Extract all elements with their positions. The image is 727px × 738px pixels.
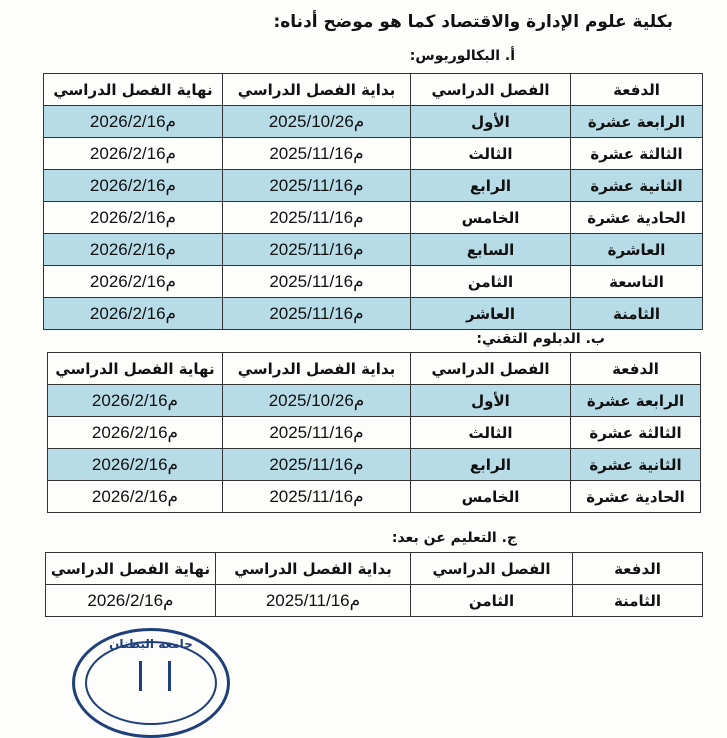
header-semester: الفصل الدراسي (411, 553, 573, 585)
cell-start: 2025/10/26م (223, 385, 411, 417)
cell-start: 2025/10/26م (223, 106, 411, 138)
seal-text: جامعة البطنان (109, 637, 193, 651)
table-row (44, 234, 703, 266)
cell-semester: الثالث (411, 417, 571, 449)
table-row (44, 170, 703, 202)
section-label-bachelor: أ. البكالوريوس: (409, 48, 515, 64)
cell-cohort: التاسعة (571, 266, 703, 298)
cell-start: 2025/11/16م (223, 266, 411, 298)
cell-end: 2026/2/16م (44, 138, 223, 170)
cell-start: 2025/11/16م (223, 170, 411, 202)
cell-semester: الرابع (411, 170, 571, 202)
cell-semester: الثالث (411, 138, 571, 170)
section-label-distance-learning: ج. التعليم عن بعد: (391, 530, 517, 546)
cell-cohort: الثامنة (573, 585, 703, 617)
table-row (48, 481, 701, 513)
table-header-row (44, 74, 703, 106)
cell-cohort: الثالثة عشرة (571, 417, 701, 449)
cell-semester: الثامن (411, 585, 573, 617)
header-cohort: الدفعة (573, 553, 703, 585)
cell-cohort: الثالثة عشرة (571, 138, 703, 170)
cell-cohort: الحادية عشرة (571, 481, 701, 513)
table-row (44, 202, 703, 234)
cell-semester: السابع (411, 234, 571, 266)
cell-end: 2026/2/16م (48, 385, 223, 417)
distance-learning-schedule-table (45, 552, 703, 617)
cell-start: 2025/11/16م (223, 298, 411, 330)
header-start: بداية الفصل الدراسي (223, 353, 411, 385)
cell-end: 2026/2/16م (44, 170, 223, 202)
section-label-technical-diploma: ب. الدبلوم التقني: (476, 331, 605, 347)
cell-cohort: الرابعة عشرة (571, 385, 701, 417)
cell-semester: الأول (411, 385, 571, 417)
cell-end: 2026/2/16م (44, 234, 223, 266)
cell-semester: الخامس (411, 481, 571, 513)
cell-start: 2025/11/16م (223, 202, 411, 234)
intro-text: بكلية علوم الإدارة والاقتصاد كما هو موضح أدناه: (273, 12, 673, 32)
cell-start: 2025/11/16م (223, 234, 411, 266)
table-row (46, 585, 703, 617)
table-row (48, 417, 701, 449)
cell-end: 2026/2/16م (44, 106, 223, 138)
table-header-row (46, 553, 703, 585)
cell-semester: الأول (411, 106, 571, 138)
cell-cohort: الحادية عشرة (571, 202, 703, 234)
cell-start: 2025/11/16م (223, 417, 411, 449)
header-cohort: الدفعة (571, 74, 703, 106)
header-end: نهاية الفصل الدراسي (44, 74, 223, 106)
cell-cohort: الثامنة (571, 298, 703, 330)
cell-start: 2025/11/16م (223, 481, 411, 513)
header-semester: الفصل الدراسي (411, 74, 571, 106)
header-start: بداية الفصل الدراسي (216, 553, 411, 585)
table-row (44, 138, 703, 170)
cell-end: 2026/2/16م (48, 481, 223, 513)
bachelor-schedule-table (43, 73, 703, 330)
header-semester: الفصل الدراسي (411, 353, 571, 385)
table-row (44, 266, 703, 298)
cell-end: 2026/2/16م (48, 449, 223, 481)
cell-cohort: الرابعة عشرة (571, 106, 703, 138)
header-cohort: الدفعة (571, 353, 701, 385)
table-header-row (48, 353, 701, 385)
cell-end: 2026/2/16م (48, 417, 223, 449)
table-row (44, 298, 703, 330)
cell-end: 2026/2/16م (44, 266, 223, 298)
cell-semester: الثامن (411, 266, 571, 298)
header-end: نهاية الفصل الدراسي (46, 553, 216, 585)
seal-emblem-icon (139, 661, 171, 691)
cell-semester: الرابع (411, 449, 571, 481)
table-row (44, 106, 703, 138)
header-start: بداية الفصل الدراسي (223, 74, 411, 106)
cell-semester: العاشر (411, 298, 571, 330)
header-end: نهاية الفصل الدراسي (48, 353, 223, 385)
table-row (48, 385, 701, 417)
diploma-schedule-table (47, 352, 701, 513)
cell-end: 2026/2/16م (44, 202, 223, 234)
cell-cohort: الثانية عشرة (571, 170, 703, 202)
cell-end: 2026/2/16م (46, 585, 216, 617)
cell-end: 2026/2/16م (44, 298, 223, 330)
cell-cohort: الثانية عشرة (571, 449, 701, 481)
cell-start: 2025/11/16م (223, 138, 411, 170)
table-row (48, 449, 701, 481)
university-seal-icon (72, 628, 230, 738)
cell-start: 2025/11/16م (223, 449, 411, 481)
cell-cohort: العاشرة (571, 234, 703, 266)
cell-start: 2025/11/16م (216, 585, 411, 617)
cell-semester: الخامس (411, 202, 571, 234)
